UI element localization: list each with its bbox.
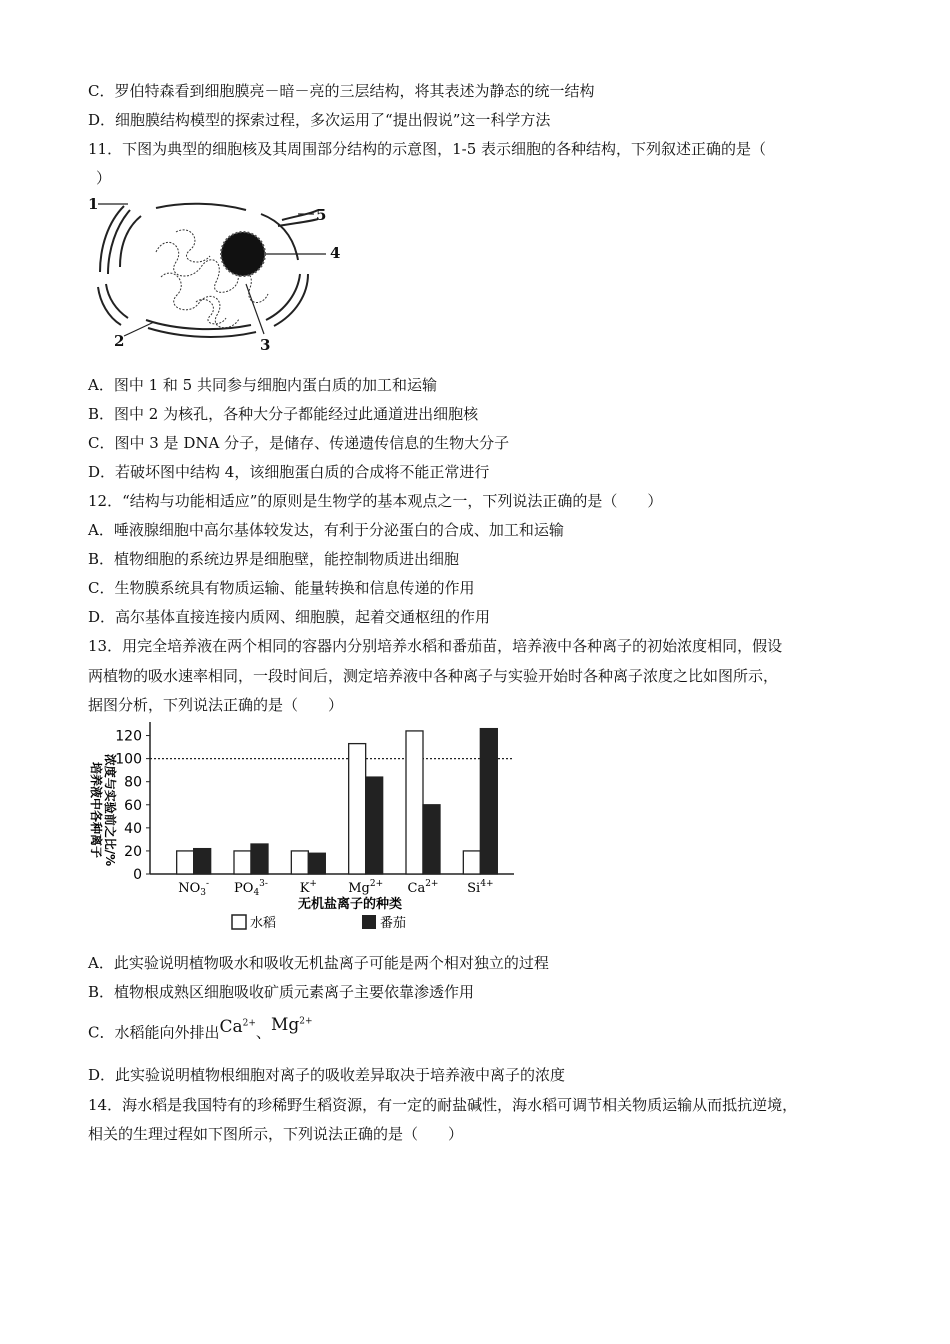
- q14-stem-1: 14．海水稻是我国特有的珍稀野生稻资源，有一定的耐盐碱性，海水稻可调节相关物质运输从而抵抗逆境，: [88, 1096, 798, 1114]
- bar-tomato: [366, 777, 383, 874]
- q12-option-a: A．唾液腺细胞中高尔基体较发达，有利于分泌蛋白的合成、加工和运输: [88, 521, 564, 539]
- x-axis-label: 无机盐离子的种类: [297, 897, 403, 912]
- q12-option-d: D．高尔基体直接连接内质网、细胞膜，起着交通枢纽的作用: [88, 608, 491, 626]
- y-tick-label: 60: [124, 797, 142, 814]
- q11-option-a: A．图中 1 和 5 共同参与细胞内蛋白质的加工和运输: [88, 376, 437, 394]
- bar-tomato: [308, 853, 325, 874]
- ion-mg: $Mg^{2+}$: [270, 1014, 313, 1035]
- nucleus-diagram: [86, 192, 356, 357]
- legend-label-rice: 水稻: [250, 916, 277, 931]
- label-5: 5: [316, 206, 327, 224]
- legend-swatch-tomato: [362, 915, 376, 929]
- legend-label-tomato: 番茄: [380, 916, 407, 931]
- q13-option-a: A．此实验说明植物吸水和吸收无机盐离子可能是两个相对独立的过程: [88, 954, 549, 972]
- bar-tomato: [423, 805, 440, 874]
- x-tick-label: $PO_4^{3-}$: [234, 879, 268, 898]
- label-4: 4: [330, 244, 341, 262]
- y-tick-label: 120: [115, 728, 142, 745]
- ion-separator: 、: [255, 1023, 271, 1042]
- y-tick-label: 40: [124, 820, 142, 837]
- bar-tomato: [480, 729, 497, 874]
- bar-rice: [349, 744, 366, 874]
- ion-ratio-chart: [82, 718, 522, 938]
- bar-rice: [177, 851, 194, 874]
- y-axis-label-1: 培养液中各种离子: [89, 761, 103, 859]
- q11-option-d: D．若破坏图中结构 4，该细胞蛋白质的合成将不能正常进行: [88, 463, 490, 481]
- bar-tomato: [194, 849, 211, 874]
- q12-option-b: B．植物细胞的系统边界是细胞壁，能控制物质进出细胞: [88, 550, 460, 568]
- q13-stem-1: 13．用完全培养液在两个相同的容器内分别培养水稻和番茄苗，培养液中各种离子的初始浓度相同，假设: [88, 637, 783, 655]
- x-tick-label: K+: [299, 879, 317, 896]
- q12-option-c: C．生物膜系统具有物质运输、能量转换和信息传递的作用: [88, 579, 475, 597]
- q11-stem-close: ）: [96, 169, 112, 187]
- x-tick-label: $Si^{4+}$: [467, 879, 494, 896]
- q11-option-b: B．图中 2 为核孔，各种大分子都能经过此通道进出细胞核: [88, 405, 479, 423]
- x-tick-label: $Ca^{2+}$: [407, 879, 439, 896]
- label-2: 2: [114, 332, 125, 350]
- y-tick-label: 20: [124, 843, 142, 860]
- q13-option-c-text: C．水稻能向外排出: [88, 1023, 220, 1042]
- y-tick-label: 80: [124, 774, 142, 791]
- y-tick-label: 100: [115, 751, 142, 768]
- bar-tomato: [251, 844, 268, 874]
- q11-option-c: C．图中 3 是 DNA 分子，是储存、传递遗传信息的生物大分子: [88, 434, 510, 452]
- ion-ca: $Ca^{2+}$: [219, 1016, 256, 1037]
- q13-option-d: D．此实验说明植物根细胞对离子的吸收差异取决于培养液中离子的浓度: [88, 1066, 566, 1084]
- x-tick-label: $Mg^{2+}$: [348, 879, 384, 896]
- label-3: 3: [260, 336, 271, 354]
- legend: [232, 915, 406, 931]
- y-tick-label: 0: [133, 867, 142, 883]
- q10-option-c: C．罗伯特森看到细胞膜亮－暗－亮的三层结构，将其表述为静态的统一结构: [88, 82, 595, 100]
- q10-option-d: D．细胞膜结构模型的探索过程，多次运用了“提出假说”这一科学方法: [88, 111, 551, 129]
- q14-stem-2: 相关的生理过程如下图所示，下列说法正确的是（ ）: [88, 1125, 464, 1143]
- y-axis-label-2: 浓度与实验前之比/%: [103, 753, 117, 867]
- q13-stem-3: 据图分析，下列说法正确的是（ ）: [88, 696, 344, 714]
- q13-stem-2: 两植物的吸水速率相同，一段时间后，测定培养液中各种离子与实验开始时各种离子浓度之比如图所示，: [88, 667, 779, 685]
- bar-rice: [463, 851, 480, 874]
- label-1: 1: [88, 195, 99, 213]
- bar-rice: [291, 851, 308, 874]
- bar-rice: [406, 731, 423, 874]
- x-tick-label: $NO_3^-$: [178, 879, 210, 898]
- q13-option-c: [88, 1014, 313, 1044]
- bar-rice: [234, 851, 251, 874]
- q12-stem: 12．“结构与功能相适应”的原则是生物学的基本观点之一，下列说法正确的是（ ）: [88, 492, 663, 510]
- q11-stem: 11．下图为典型的细胞核及其周围部分结构的示意图，1-5 表示细胞的各种结构，下列叙述正确的是（: [88, 140, 767, 158]
- q13-option-b: B．植物根成熟区细胞吸收矿质元素离子主要依靠渗透作用: [88, 983, 475, 1001]
- legend-swatch-rice: [232, 915, 246, 929]
